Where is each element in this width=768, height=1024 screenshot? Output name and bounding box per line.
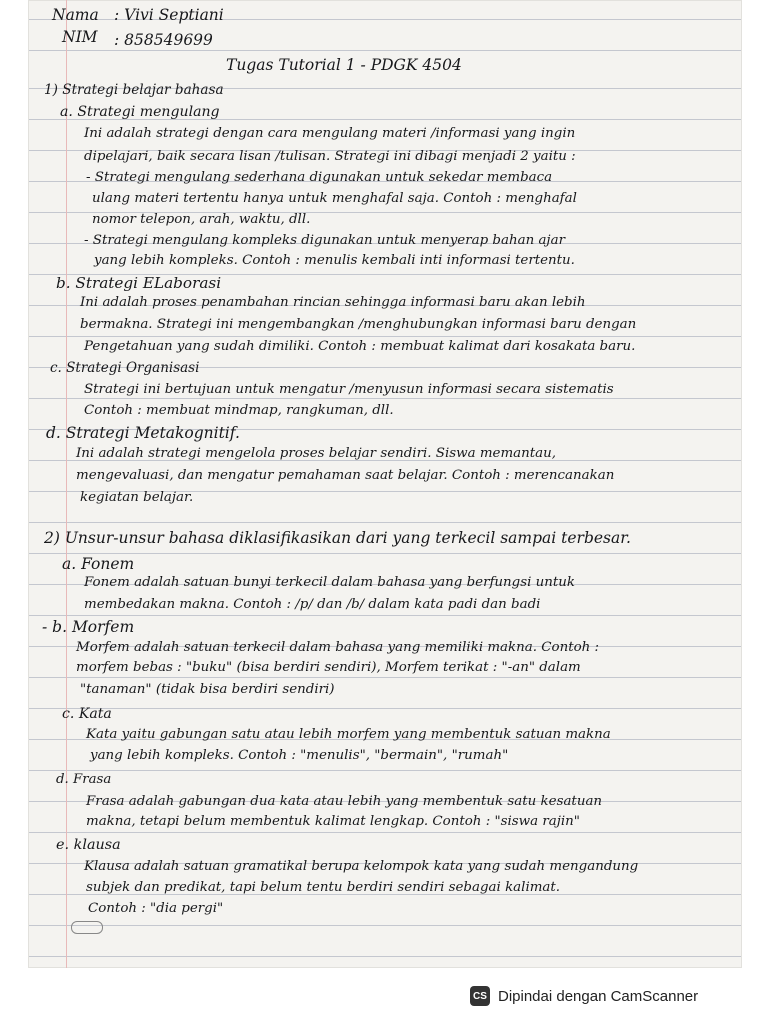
section-heading: e. klausa	[56, 837, 121, 853]
text-line: Strategi ini bertujuan untuk mengatur /menyusun informasi secara sistematis	[84, 382, 614, 397]
name-value: : Vivi Septiani	[114, 6, 224, 24]
text-line: subjek dan predikat, tapi belum tentu berdiri sendiri sebagai kalimat.	[86, 880, 561, 895]
text-line: Pengetahuan yang sudah dimiliki. Contoh : membuat kalimat dari kosakata baru.	[84, 339, 636, 354]
text-line: mengevaluasi, dan mengatur pemahaman saat belajar. Contoh : merencanakan	[76, 468, 615, 483]
text-line: Klausa adalah satuan gramatikal berupa kelompok kata yang sudah mengandung	[84, 859, 639, 874]
text-line: Contoh : "dia pergi"	[88, 901, 224, 916]
text-line: nomor telepon, arah, waktu, dll.	[92, 212, 311, 227]
text-line: Contoh : membuat mindmap, rangkuman, dll.	[84, 403, 394, 418]
text-line: makna, tetapi belum membentuk kalimat lengkap. Contoh : "siswa rajin"	[86, 814, 580, 829]
text-line: ulang materi tertentu hanya untuk menghafal saja. Contoh : menghafal	[92, 191, 577, 206]
text-line: Ini adalah strategi dengan cara mengulang materi /informasi yang ingin	[84, 126, 576, 141]
document-title: Tugas Tutorial 1 - PDGK 4504	[226, 56, 462, 74]
text-line: bermakna. Strategi ini mengembangkan /menghubungkan informasi baru dengan	[80, 317, 637, 332]
section-heading: 2) Unsur-unsur bahasa diklasifikasikan dari yang terkecil sampai terbesar.	[44, 529, 631, 547]
camscanner-icon: CS	[470, 986, 490, 1006]
text-line: Kata yaitu gabungan satu atau lebih morfem yang membentuk satuan makna	[86, 727, 611, 742]
text-line: Frasa adalah gabungan dua kata atau lebih yang membentuk satu kesatuan	[86, 794, 603, 809]
text-line: Fonem adalah satuan bunyi terkecil dalam bahasa yang berfungsi untuk	[84, 575, 576, 590]
section-heading: 1) Strategi belajar bahasa	[44, 82, 224, 98]
text-line: Ini adalah proses penambahan rincian sehingga informasi baru akan lebih	[80, 295, 586, 310]
section-heading: - b. Morfem	[42, 618, 135, 636]
nim-label: NIM	[62, 28, 98, 46]
stamp-mark	[71, 921, 103, 934]
section-heading: c. Strategi Organisasi	[50, 360, 200, 376]
section-heading: d. Frasa	[56, 772, 112, 787]
text-line: kegiatan belajar.	[80, 490, 194, 505]
section-heading: a. Strategi mengulang	[60, 104, 220, 120]
section-heading: b. Strategi ELaborasi	[56, 274, 222, 292]
text-line: membedakan makna. Contoh : /p/ dan /b/ dalam kata padi dan badi	[84, 597, 541, 612]
section-heading: d. Strategi Metakognitif.	[46, 424, 240, 442]
text-line: yang lebih kompleks. Contoh : "menulis", "bermain", "rumah"	[90, 748, 509, 763]
text-line: Ini adalah strategi mengelola proses belajar sendiri. Siswa memantau,	[76, 446, 556, 461]
text-line: morfem bebas : "buku" (bisa berdiri sendiri), Morfem terikat : "-an" dalam	[76, 660, 581, 675]
text-line: - Strategi mengulang kompleks digunakan untuk menyerap bahan ajar	[84, 233, 565, 248]
camscanner-footer	[470, 982, 698, 1010]
camscanner-label: Dipindai dengan CamScanner	[498, 987, 699, 1005]
section-heading: c. Kata	[62, 706, 112, 722]
name-label: Nama	[52, 6, 99, 24]
text-line: yang lebih kompleks. Contoh : menulis kembali inti informasi tertentu.	[94, 253, 575, 268]
text-line: "tanaman" (tidak bisa berdiri sendiri)	[80, 682, 335, 697]
text-line: - Strategi mengulang sederhana digunakan untuk sekedar membaca	[86, 170, 553, 185]
margin-line	[66, 0, 67, 968]
nim-value: : 858549699	[114, 31, 213, 49]
text-line: dipelajari, baik secara lisan /tulisan. Strategi ini dibagi menjadi 2 yaitu :	[84, 149, 576, 164]
text-line: Morfem adalah satuan terkecil dalam bahasa yang memiliki makna. Contoh :	[76, 640, 600, 655]
section-heading: a. Fonem	[62, 555, 135, 573]
